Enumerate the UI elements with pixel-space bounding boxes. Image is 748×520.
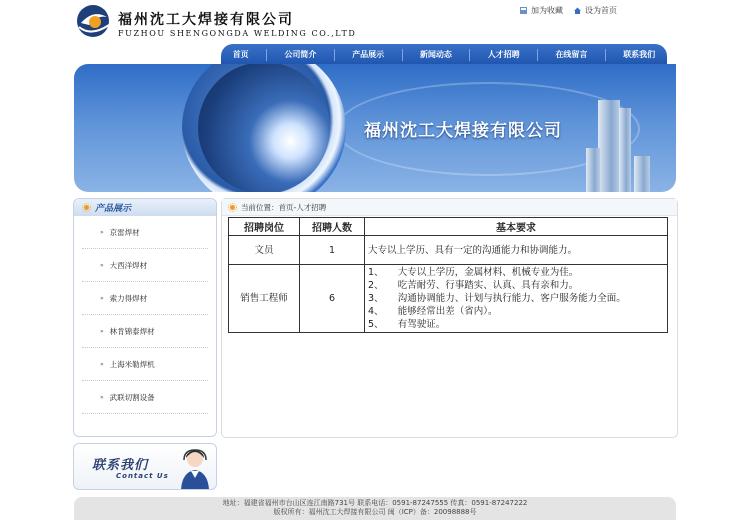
- building-graphic: [634, 156, 650, 192]
- job-requirements: [365, 265, 668, 333]
- job-position: 销售工程师: [229, 265, 300, 333]
- nav-divider: [605, 49, 606, 61]
- sidebar-item-miller[interactable]: [82, 348, 208, 381]
- bullet-arrow-icon: »: [100, 294, 104, 302]
- job-requirements: [365, 236, 668, 265]
- hero-banner: [74, 64, 676, 192]
- requirement-line: 1、 大专以上学历，金属材料、机械专业为佳。: [368, 267, 579, 278]
- sidebar-title: 产品展示: [95, 204, 132, 214]
- building-graphic: [619, 108, 631, 192]
- bullet-arrow-icon: »: [100, 393, 104, 401]
- add-favorite-label: 加为收藏: [531, 6, 563, 15]
- customer-service-icon: [178, 446, 212, 490]
- column-header: 招聘人数: [300, 218, 365, 236]
- sidebar-item-atlantic[interactable]: [82, 249, 208, 282]
- requirement-line: 2、 吃苦耐劳、行事踏实、认真、具有亲和力。: [368, 280, 579, 291]
- sidebar-item-label: 上海米勒焊机: [109, 359, 155, 369]
- bullet-arrow-icon: »: [100, 228, 104, 236]
- job-position: 文员: [229, 236, 300, 265]
- nav-news[interactable]: 新闻动态: [419, 50, 452, 59]
- job-table: [228, 217, 668, 333]
- bookmark-icon: [519, 6, 528, 15]
- footer-address: 地址：福建省福州市台山区连江南路731号 联系电话：0591-87247555 传真：0591-87247222: [222, 499, 528, 507]
- set-homepage-label: 设为首页: [585, 6, 617, 15]
- sidebar-item-label: 大西洋焊材: [109, 260, 148, 270]
- sidebar-item-label: 武联切割设备: [109, 392, 155, 402]
- requirement-line: 大专以上学历、具有一定的沟通能力和协调能力。: [368, 244, 578, 256]
- nav-contact[interactable]: 联系我们: [623, 50, 656, 59]
- bullet-arrow-icon: »: [100, 327, 104, 335]
- add-favorite-link[interactable]: [519, 5, 563, 16]
- company-logo: [75, 3, 113, 39]
- banner-title: 福州沈工大焊接有限公司: [364, 121, 562, 141]
- nav-products[interactable]: 产品展示: [352, 50, 385, 59]
- content-panel: [221, 198, 678, 438]
- sidebar-item-solide[interactable]: [82, 282, 208, 315]
- welder-photo: [198, 64, 330, 192]
- company-name-en: FUZHOU SHENGONGDA WELDING CO.,LTD: [118, 29, 357, 38]
- nav-divider: [537, 49, 538, 61]
- main-nav: [221, 44, 667, 65]
- contact-title-en: Contact Us: [116, 472, 169, 480]
- bullet-arrow-icon: »: [100, 261, 104, 269]
- product-sidebar: [73, 198, 217, 437]
- contact-title-cn: 联系我们: [92, 458, 149, 473]
- footer-copyright: 版权所有：福州沈工大焊接有限公司 闽（ICP）备：20098888号: [273, 508, 477, 516]
- sidebar-item-jinglei[interactable]: [82, 216, 208, 249]
- job-count: 1: [300, 236, 365, 265]
- nav-divider: [402, 49, 403, 61]
- top-links: [519, 5, 617, 16]
- breadcrumb-text: 当前位置：首页-人才招聘: [241, 202, 327, 212]
- sidebar-item-wulian[interactable]: [82, 381, 208, 414]
- requirement-line: 4、 能够经常出差（省内）。: [368, 306, 498, 317]
- bullet-arrow-icon: »: [100, 360, 104, 368]
- table-header-row: [229, 218, 668, 236]
- nav-jobs[interactable]: 人才招聘: [487, 50, 520, 59]
- contact-us-banner[interactable]: [73, 443, 217, 490]
- nav-home[interactable]: 首页: [232, 50, 249, 59]
- sun-icon: [228, 203, 237, 212]
- sidebar-item-label: 林肯锦泰焊材: [109, 326, 155, 336]
- sidebar-item-lincoln[interactable]: [82, 315, 208, 348]
- nav-divider: [266, 49, 267, 61]
- product-list: [74, 216, 216, 414]
- sidebar-item-label: 索力得焊材: [109, 293, 148, 303]
- home-icon: [573, 6, 582, 15]
- nav-divider: [334, 49, 335, 61]
- company-name-cn: 福州沈工大焊接有限公司: [118, 12, 294, 28]
- sidebar-item-label: 京雷焊材: [109, 227, 140, 237]
- column-header: 招聘岗位: [229, 218, 300, 236]
- requirement-line: 3、 沟通协调能力、计划与执行能力、客户服务能力全面。: [368, 293, 626, 304]
- nav-message[interactable]: 在线留言: [555, 50, 588, 59]
- set-homepage-link[interactable]: [573, 5, 617, 16]
- nav-about[interactable]: 公司简介: [284, 50, 317, 59]
- building-graphic: [598, 100, 620, 192]
- sidebar-header: [74, 199, 216, 216]
- sun-icon: [82, 203, 91, 212]
- nav-divider: [469, 49, 470, 61]
- site-footer: [74, 497, 676, 520]
- breadcrumb: [222, 199, 677, 216]
- table-row: [229, 236, 668, 265]
- column-header: 基本要求: [365, 218, 668, 236]
- table-row: [229, 265, 668, 333]
- building-graphic: [586, 148, 600, 192]
- job-count: 6: [300, 265, 365, 333]
- requirement-line: 5、 有驾驶证。: [368, 319, 446, 330]
